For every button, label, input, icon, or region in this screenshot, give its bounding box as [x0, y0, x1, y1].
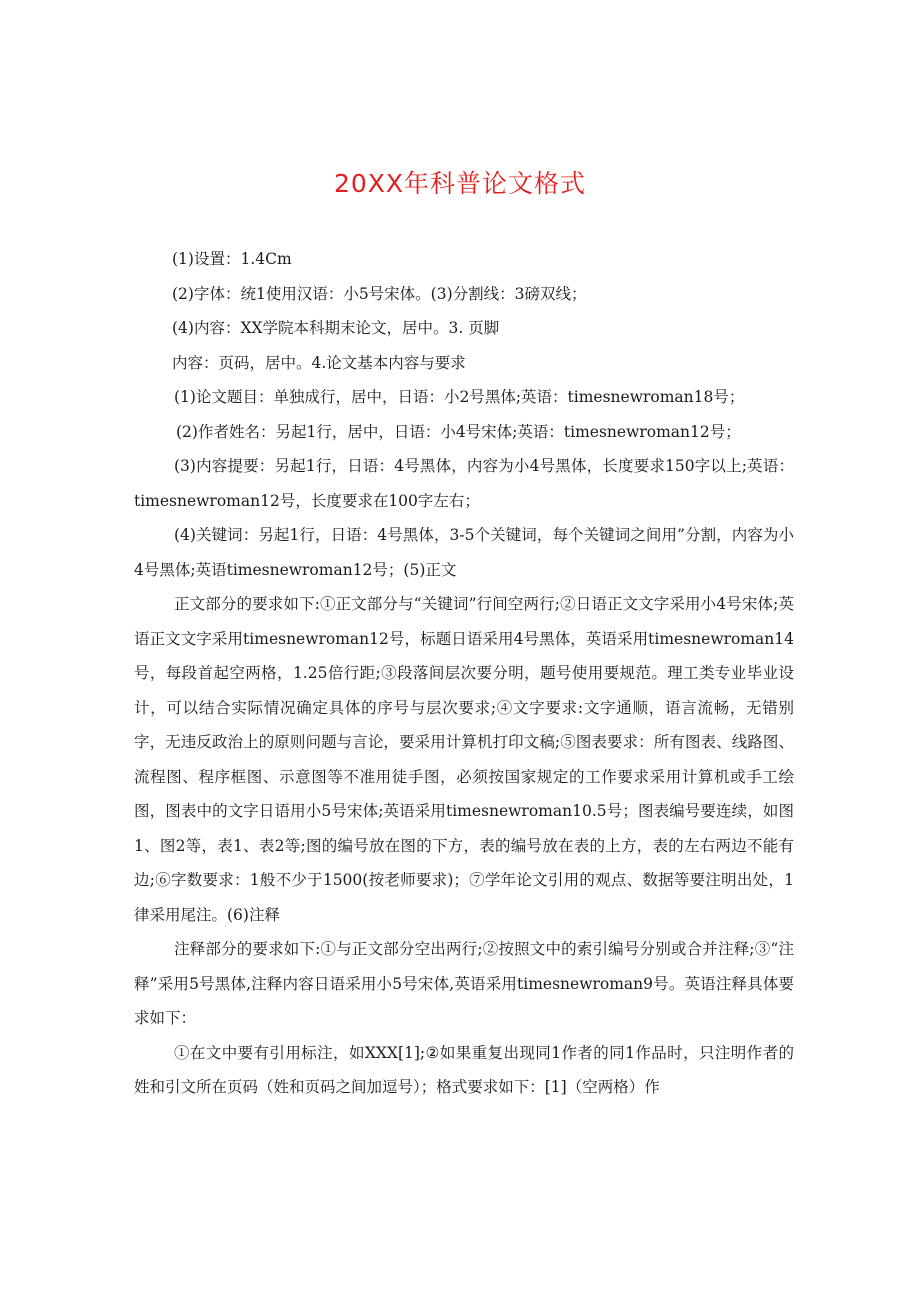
font-line: (2)字体：统1使用汉语：小5号宋体。(3)分割线：3磅双线；: [172, 284, 587, 303]
body-text-rule-paragraph: 正文部分的要求如下:①正文部分与“关键词”行间空两行;②日语正文文字采用小4号宋体;英语正文文字采用timesnewroman12号，标题日语采用4号黑体，英语采用timesnewroman14号，每段首起空两格，1.25倍行距;③段落间层次要分明，题号使用要规范。理工类专业毕业设计，可以结合实际情况确定具体的序号与层次要求;④文字要求:文字通顺，语言流畅，无错别字，无违反政治上的原则问题与言论，要采用计算机打印文稿;⑤图表要求：所有图表、线路图、流程图、程序框图、示意图等不准用徒手图，必须按国家规定的工作要求采用计算机或手工绘图，图表中的文字日语用小5号宋体;英语采用timesnewroman10.5号；图表编号要连续，如图1、图2等，表1、表2等;图的编号放在图的下方，表的编号放在表的上方，表的左右两边不能有边;⑥字数要求：1般不少于1500(按老师要求)；⑦学年论文引用的观点、数据等要注明出处，1律采用尾注。(6)注释: [134, 595, 794, 924]
footer-line: 内容：页码，居中。4.论文基本内容与要求: [172, 353, 466, 372]
content-line: (4)内容：XX学院本科期末论文，居中。3. 页脚: [172, 319, 500, 337]
paper-title-rule: (1)论文题目：单独成行，居中，日语：小2号黑体;英语：timesnewroman18号；: [174, 388, 745, 406]
keywords-rule-paragraph: (4)关键词：另起1行，日语：4号黑体，3-5个关键词，每个关键词之间用”分割，内容为小4号黑体;英语timesnewroman12号；(5)正文: [134, 526, 794, 579]
abstract-rule-paragraph: (3)内容提要：另起1行，日语：4号黑体，内容为小4号黑体，长度要求150字以上;英语：timesnewroman12号，长度要求在100字左右；: [134, 457, 794, 510]
notes-rule-paragraph: 注释部分的要求如下:①与正文部分空出两行;②按照文中的索引编号分别或合并注释;③“注释”采用5号黑体,注释内容日语采用小5号宋体,英语采用timesnewroman9号。英语注释具体要求如下：: [134, 940, 794, 1027]
citation-rule-paragraph: ①在文中要有引用标注，如XXX[1];②如果重复出现同1作者的同1作品时，只注明作者的姓和引文所在页码（姓和页码之间加逗号）；格式要求如下：[1]（空两格）作: [134, 1043, 794, 1096]
setting-line: (1)设置：1.4Cm: [172, 250, 292, 268]
document-title: 20XX年科普论文格式: [333, 169, 587, 198]
document-body: [134, 242, 794, 1105]
author-name-rule: (2)作者姓名：另起1行，居中，日语：小4号宋体;英语：timesnewroman12号；: [176, 422, 741, 441]
